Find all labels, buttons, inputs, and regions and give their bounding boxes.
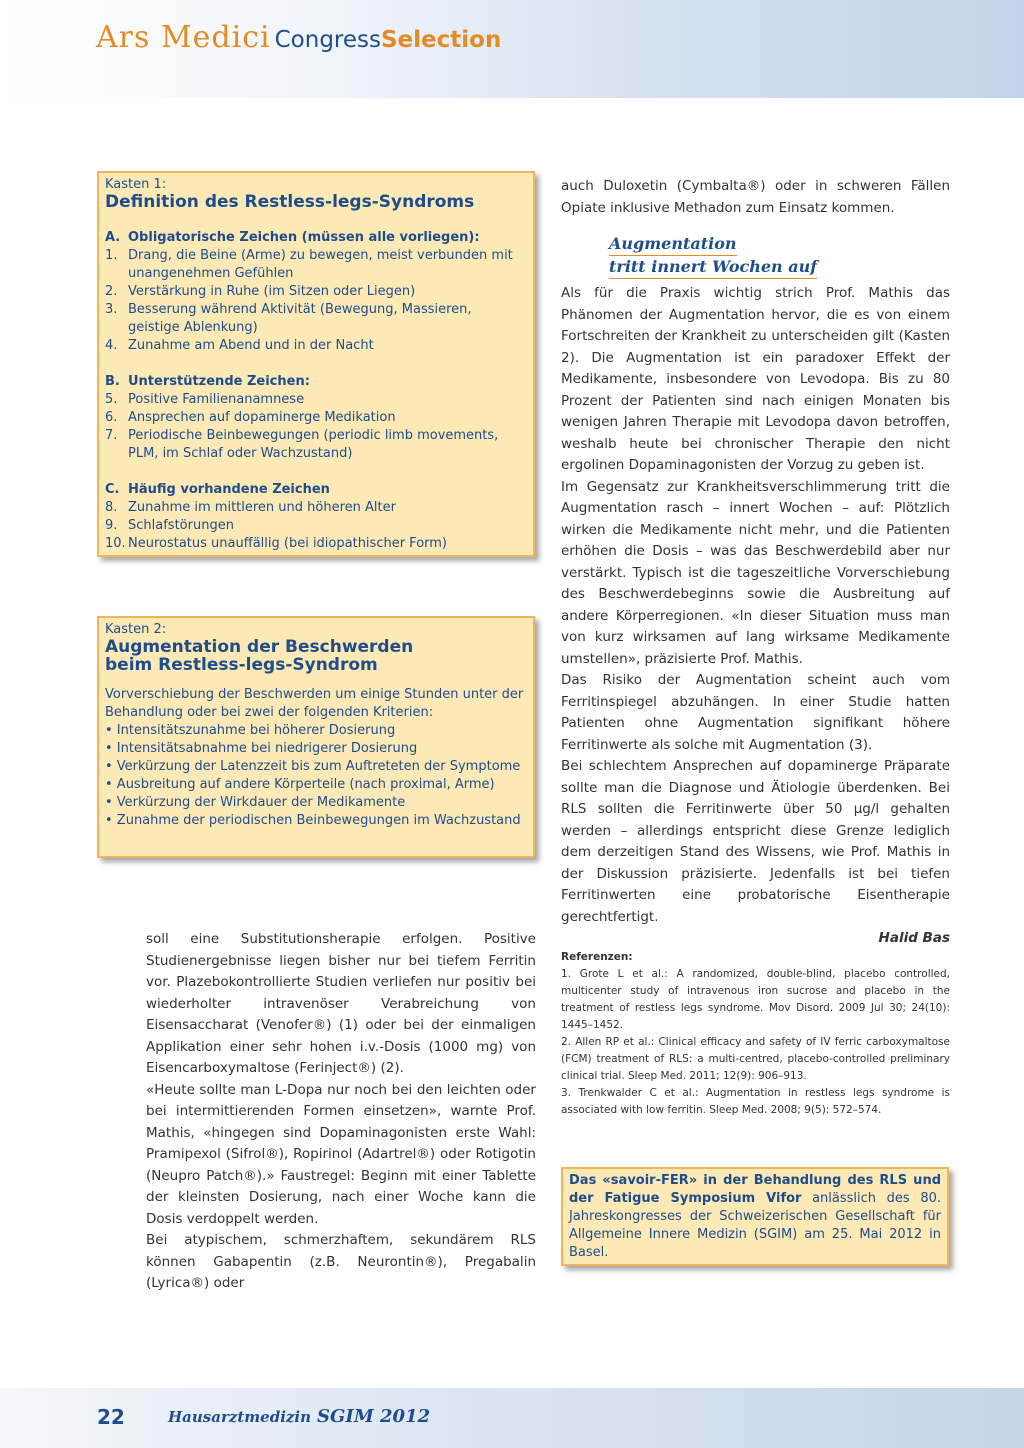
criteria-bullet-list — [105, 722, 527, 830]
paragraph: Im Gegensatz zur Krankheitsverschlimmerung tritt die Augmentation rasch – innert Wochen – auf: Plötzlich wirken die Medikamente nicht mehr, und die Patienten erhöhen die Dosis – was das Beschwerdebild aber nur verstärkt. Typisch ist die tageszeitliche Vorverschiebung des Beschwerdebeginns sowie die Ausbreitung auf andere Körperregionen. «In dieser Situation muss man von kurz wirksamen auf lang wirksame Medikamente umstellen», präzisierte Prof. Mathis. — [561, 478, 950, 667]
list-item: 6. Ansprechen auf dopaminerge Medikation — [105, 410, 396, 425]
box-intro: Vorverschiebung der Beschwerden um einige Stunden unter der Behandlung oder bei zwei der folgenden Kriterien: — [105, 687, 524, 720]
paragraph: Als für die Praxis wichtig strich Prof. Mathis das Phänomen der Augmentation hervor, die es von einem Fortschreiten der Krankheit zu unterscheiden gilt (Kasten 2). Die Augmentation ist ein paradoxer Effekt der Medikamente, insbesondere von Levodopa. Bis zu 80 Prozent der Patienten sind nach einigen Monaten bis wenigen Jahren Therapie mit Levodopa davon betroffen, weshalb heute bei chronischer Therapie den nicht ergolinen Dopaminagonisten der Vorzug zu geben ist. — [561, 285, 950, 473]
logo-congress: Congress — [274, 27, 381, 53]
box-label: Kasten 1: — [105, 177, 167, 192]
list-item: 3. Besserung während Aktivität (Bewegung, Massieren, geistige Ablenkung) — [105, 302, 472, 335]
box-title: Definition des Restless-legs-Syndroms — [105, 192, 475, 212]
list-item: 5. Positive Familienanamnese — [105, 392, 305, 407]
list-item: • Zunahme der periodischen Beinbewegungen im Wachzustand — [105, 813, 521, 828]
list-item: 7. Periodische Beinbewegungen (periodic limb movements, PLM, im Schlaf oder Wachzustand) — [105, 428, 499, 461]
list-item: 2. Verstärkung in Ruhe (im Sitzen oder Liegen) — [105, 284, 416, 299]
journal-title-part-1: Hausarztmedizin — [168, 1408, 312, 1426]
footer-band — [0, 1388, 1024, 1448]
author-name: Halid Bas — [878, 930, 950, 946]
symposium-note — [569, 1172, 941, 1262]
list-item: • Intensitätsabnahme bei niedrigerer Dosierung — [105, 741, 418, 756]
list-item: 8. Zunahme im mittleren und höheren Alter — [105, 500, 396, 515]
list-item: • Intensitätszunahme bei höherer Dosierung — [105, 723, 396, 738]
page-number: 22 — [97, 1405, 125, 1429]
paragraph: auch Duloxetin (Cymbalta®) oder in schweren Fällen Opiate inklusive Methadon zum Einsatz kommen. — [561, 178, 950, 216]
criteria-list — [105, 499, 527, 553]
paragraph: Das Risiko der Augmentation scheint auch vom Ferritinspiegel abzuhängen. In einer Studie hatten Patienten ohne Augmentation signifikant höhere Ferritinwerte als solche mit Augmentation (3). — [561, 672, 950, 753]
info-box-definition — [97, 171, 535, 557]
list-item: • Ausbreitung auf andere Körperteile (nach proximal, Arme) — [105, 777, 495, 792]
box-title-line-1: Augmentation der Beschwerden — [105, 637, 414, 657]
section-subheading: Augmentation tritt innert Wochen auf — [609, 233, 950, 279]
logo — [96, 20, 501, 60]
list-item: 10. Neurostatus unauffällig (bei idiopathischer Form) — [105, 536, 447, 551]
section-heading: A. Obligatorische Zeichen (müssen alle vorliegen): — [105, 230, 480, 245]
reference-item: 1. Grote L et al.: A randomized, double-blind, placebo controlled, multicenter study of intravenous iron sucrose and placebo in the treatment of restless legs syndrome. Mov Disord. 2009 Jul 30; 24(10): 1445–1452. — [561, 968, 950, 1031]
list-item: 4. Zunahme am Abend und in der Nacht — [105, 338, 374, 353]
reference-item: 3. Trenkwalder C et al.: Augmentation in restless legs syndrome is associated with low ferritin. Sleep Med. 2008; 9(5): 572–574. — [561, 1087, 950, 1116]
section-heading: B. Unterstützende Zeichen: — [105, 374, 310, 389]
info-box-symposium — [561, 1167, 949, 1266]
box-label: Kasten 2: — [105, 622, 167, 637]
symposium-details: anlässlich des 80. Jahreskongresses der Schweizerischen Gesellschaft für Allgemeine Innere Medizin (SGIM) am 25. Mai 2012 in Basel. — [569, 1191, 941, 1260]
paragraph: soll eine Substitutionsherapie erfolgen. Positive Studienergebnisse liegen bisher nur bei tiefem Ferritin vor. Plazebokontrollierte Studien verliefen nur positiv bei wiederholter intravenöser Verabreichung von Eisensaccharat (Venofer®) (1) oder bei der einmaligen Applikation einer sehr hohen i.v.-Dosis (1000 mg) von Eisencarboxymaltose (Ferinject®) (2). — [146, 931, 536, 1076]
list-item: 1. Drang, die Beine (Arme) zu bewegen, meist verbunden mit unangenehmen Gefühlen — [105, 248, 513, 281]
paragraph: «Heute sollte man L-Dopa nur noch bei den leichten oder bei intermittierenden Formen einsetzen», warnte Prof. Mathis, «hingegen sind Dopaminagonisten erste Wahl: Pramipexol (Sifrol®), Ropirinol (Adartrel®) oder Rotigotin (Neupro Patch®).» Faustregel: Beginn mit einer Tablette der kleinsten Dosierung, nach einer Woche kann die Dosis verdoppelt werden. — [146, 1081, 536, 1227]
list-item: • Verkürzung der Latenzzeit bis zum Auftreteten der Symptome — [105, 759, 521, 774]
journal-title — [168, 1406, 430, 1427]
logo-selection: Selection — [380, 27, 502, 53]
references — [561, 950, 950, 1119]
reference-item: 2. Allen RP et al.: Clinical efficacy and safety of IV ferric carboxymaltose (FCM) treatment of RLS: a multi-centred, placebo-controlled preliminary clinical trial. Sleep Med. 2011; 12(9): 906–913. — [561, 1036, 950, 1082]
journal-title-part-2: SGIM 2012 — [317, 1406, 431, 1427]
box-title-line-2: beim Restless-legs-Syndrom — [105, 655, 378, 675]
paragraph: Bei atypischem, schmerzhaftem, sekundärem RLS können Gabapentin (z.B. Neurontin®), Pregabalin (Lyrica®) oder — [146, 1232, 536, 1291]
symposium-title: Das «savoir-FER» in der Behandlung des RLS und der Fatigue Symposium Vifor — [569, 1173, 941, 1206]
logo-ars-medici: Ars Medici — [96, 20, 271, 55]
info-box-augmentation — [97, 616, 535, 858]
list-item: • Verkürzung der Wirkdauer der Medikamente — [105, 795, 406, 810]
criteria-list — [105, 247, 527, 355]
criteria-list — [105, 391, 527, 463]
section-heading: C. Häufig vorhandene Zeichen — [105, 482, 330, 497]
list-item: 9. Schlafstörungen — [105, 518, 234, 533]
body-column-right — [561, 176, 950, 949]
references-title: Referenzen: — [561, 951, 633, 963]
paragraph: Bei schlechtem Ansprechen auf dopaminerge Präparate sollte man die Diagnose und Ätiologie überdenken. Bei RLS sollten die Ferritinwerte über 50 µg/l gehalten werden – allerdings entspricht diese Grenze lediglich dem derzeitigen Stand des Wissens, wie Prof. Mathis in der Diskussion präzisierte. Jedenfalls ist bei tiefen Ferritinwerten eine probatorische Eisentherapie gerechtfertigt. — [561, 758, 950, 925]
body-column-left — [146, 929, 536, 1295]
